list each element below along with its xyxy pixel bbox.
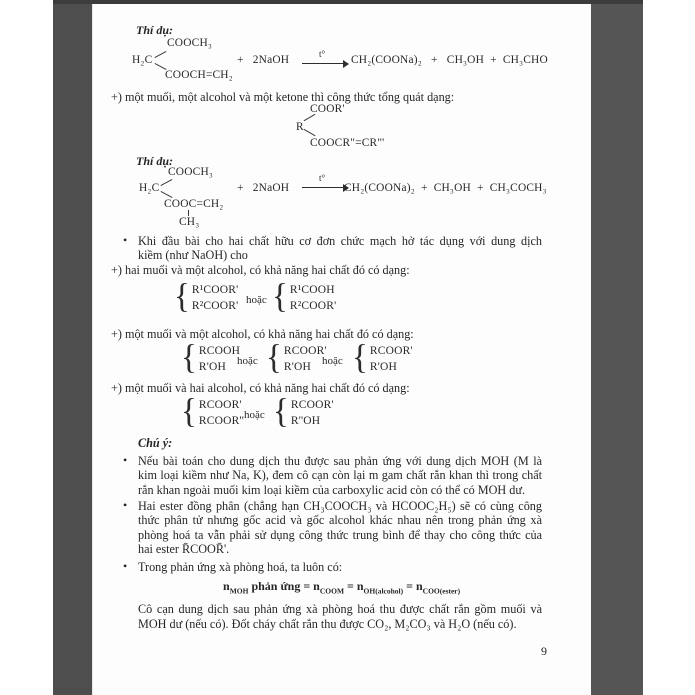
bullet-icon: •	[123, 453, 128, 467]
brace-icon: {	[181, 393, 197, 431]
bullet-icon: •	[123, 498, 128, 512]
left-frame-bar	[53, 0, 92, 695]
formula-row: R¹COOH	[289, 283, 335, 296]
reaction-reagent: + 2NaOH	[237, 182, 290, 194]
brace-icon: {	[273, 393, 289, 431]
text-line: MOH dư (nếu có). Đốt cháy chất rắn thu được CO₂, M₂CO₃ và H₂O (nếu có).	[138, 617, 517, 632]
arrow-condition-label: t°	[318, 49, 326, 59]
chem-branch-top: COOR'	[310, 103, 345, 115]
arrow-line-icon	[302, 187, 348, 188]
text-line: Cô cạn dung dịch sau phản ứng xà phòng hoá thu được chất rắn gồm muối và	[138, 602, 542, 616]
equation-subscript: COOM	[319, 586, 345, 596]
or-label: hoặc	[244, 409, 265, 421]
chem-branch-bottom: COOCH=CH₂	[165, 69, 233, 81]
equation-term: n	[223, 579, 230, 593]
formula-group	[181, 339, 241, 377]
reaction-products: CH₂(COONa)₂ + CH₃OH + CH₃CHO	[351, 54, 548, 66]
formula-row: RCOOR'	[290, 398, 334, 411]
text-line: +) một muối và một alcohol, có khả năng hai chất đó có dạng:	[111, 327, 414, 341]
formula-row: R²COOR'	[191, 299, 239, 312]
chem-root: H₂C	[139, 182, 160, 194]
chem-root: R	[296, 121, 304, 133]
chem-branch-top: COOCH₃	[167, 37, 213, 49]
formula-row: R²COOR'	[289, 299, 337, 312]
reaction-reagent: + 2NaOH	[237, 54, 290, 66]
formula-row: RCOOH	[198, 344, 241, 357]
reaction-arrow	[302, 49, 348, 69]
formula-row: RCOOR'	[369, 344, 413, 357]
equation-term: phản ứng = n	[248, 579, 320, 593]
formula-row: R'OH	[198, 360, 226, 373]
formula-row: R'OH	[283, 360, 311, 373]
brace-icon: {	[266, 339, 282, 377]
paragraph	[138, 602, 542, 632]
text-line: Hai ester đồng phân (chẳng hạn CH₃COOCH₃ và HCOOC₂H₅) sẽ có cùng công	[138, 499, 542, 513]
equation-subscript: MOH	[229, 586, 249, 596]
text-line: kim loại kiềm như Na, K), đem cô cạn còn lại m gam chất rắn khan thì trong chất	[138, 468, 542, 483]
chem-branch-top: COOCH₃	[168, 166, 214, 178]
chemical-bond	[304, 129, 316, 137]
formula-row: R'OH	[369, 360, 397, 373]
text-line: Khi đầu bài cho hai chất hữu cơ đơn chức mạch hở tác dụng với dung dịch	[138, 234, 542, 248]
formula-row: R¹COOR'	[191, 283, 239, 296]
bullet-icon: •	[123, 233, 128, 247]
formula-group	[266, 339, 327, 377]
bullet-icon: •	[123, 559, 128, 573]
formula-row: R''OH	[290, 414, 321, 427]
formula-group	[174, 278, 239, 316]
text-line: kiềm (như NaOH) cho	[138, 248, 248, 263]
text-line: phòng hoá ta vẫn phải sử dụng công thức trung bình để thay cho công thức của	[138, 527, 542, 542]
chem-root: H₂C	[132, 54, 153, 66]
text-line: +) hai muối và một alcohol, có khả năng hai chất đó có dạng:	[111, 263, 410, 277]
brace-icon: {	[272, 278, 288, 316]
or-label: hoặc	[246, 294, 267, 306]
text-line: +) một muối, một alcohol và một ketone thì công thức tổng quát dạng:	[111, 90, 455, 104]
formula-group	[273, 393, 334, 431]
reaction-products: CH₂(COONa)₂ + CH₃OH + CH₃COCH₃	[344, 182, 547, 194]
text-line: Nếu bài toán cho dung dịch thu được sau phản ứng với dung dịch MOH (M là	[138, 454, 542, 468]
chemical-bond	[154, 51, 166, 58]
reaction-arrow	[302, 173, 348, 193]
formula-group	[352, 339, 413, 377]
formula-group	[272, 278, 337, 316]
note-heading: Chú ý:	[138, 436, 173, 450]
formula-row: RCOOR'	[198, 398, 242, 411]
formula-row: RCOOR''	[198, 414, 245, 427]
mole-equation	[223, 579, 460, 595]
equation-term: = n	[403, 579, 423, 593]
example-label: Thí dụ:	[136, 154, 174, 168]
equation-subscript: COO(ester)	[422, 586, 461, 596]
or-label: hoặc	[322, 355, 343, 367]
equation-term: = n	[344, 579, 364, 593]
text-line: hai ester R̄COOR̄'.	[138, 541, 230, 556]
formula-group	[181, 393, 245, 431]
chem-branch-bottom: COOC=CH₂	[164, 198, 224, 210]
arrow-condition-label: t°	[318, 173, 326, 183]
text-line: Trong phản ứng xà phòng hoá, ta luôn có:	[138, 560, 343, 574]
paragraph	[138, 499, 542, 556]
chemical-bond	[160, 179, 172, 186]
brace-icon: {	[181, 339, 197, 377]
paragraph	[138, 234, 542, 263]
brace-icon: {	[174, 278, 190, 316]
paragraph	[138, 454, 542, 497]
formula-row: RCOOR'	[283, 344, 327, 357]
arrow-line-icon	[302, 63, 348, 64]
right-frame-bar	[591, 0, 643, 695]
text-line: rắn khan ngoài muối kim loại kiềm của carboxylic acid còn có thể có MOH dư.	[138, 482, 526, 497]
text-line: +) một muối và hai alcohol, có khả năng hai chất đó có dạng:	[111, 381, 410, 395]
chem-branch-sub: CH₃	[179, 216, 200, 228]
text-line: thức phân tử nhưng gốc acid và gốc alcohol khác nhau nên trong phản ứng xà	[138, 513, 542, 528]
document-page	[92, 4, 591, 695]
brace-icon: {	[352, 339, 368, 377]
example-label: Thí dụ:	[136, 23, 174, 37]
or-label: hoặc	[237, 355, 258, 367]
page-number: 9	[541, 644, 547, 658]
chem-branch-bottom: COOCR"=CR"'	[310, 137, 385, 149]
equation-subscript: OH(alcohol)	[363, 586, 404, 596]
